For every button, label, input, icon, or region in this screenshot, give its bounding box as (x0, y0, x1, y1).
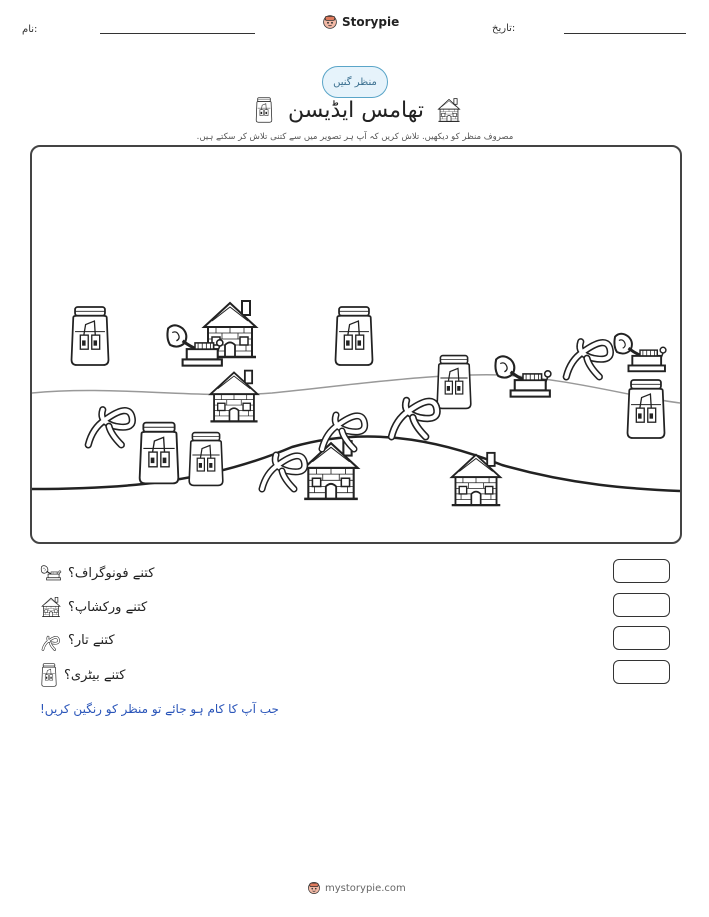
battery-5 (140, 423, 179, 484)
battery-4 (628, 380, 665, 438)
phonograph-2 (495, 356, 550, 396)
footer-url[interactable]: mystorypie.com (325, 882, 406, 894)
answer-box-phonograph[interactable] (613, 559, 670, 583)
date-label: تاریخ: (492, 23, 516, 34)
question-label: کتنے تار؟ (68, 632, 115, 648)
name-line[interactable] (100, 33, 255, 34)
workshop-icon (436, 97, 462, 123)
question-row (40, 596, 210, 618)
mascot-icon (322, 14, 338, 30)
wire-icon (40, 629, 62, 651)
phonograph-icon (40, 562, 62, 584)
workshop-2 (210, 371, 257, 422)
battery-1 (72, 307, 109, 365)
busy-scene (32, 147, 680, 542)
brand-name: Storypie (342, 15, 400, 29)
title-row (246, 94, 468, 126)
wire-4 (392, 400, 438, 436)
question-label: کتنے ورکشاپ؟ (68, 599, 148, 615)
name-label: نام: (22, 24, 38, 35)
workshop-icon (40, 596, 62, 618)
battery-6 (189, 433, 223, 486)
instructions-text: مصروف منظر کو دیکھیں. تلاش کریں کہ آپ ہر تصویر میں سے کتنی تلاش کر سکتے ہیں. (196, 132, 514, 142)
question-label: کتنے فونوگراف؟ (68, 565, 155, 581)
battery-icon (40, 663, 58, 687)
question-row (40, 629, 210, 651)
wire-5 (566, 342, 610, 377)
wire-1 (88, 410, 132, 445)
badge-label: منظر گنیں (333, 76, 377, 88)
workshop-4 (452, 453, 501, 505)
question-row (40, 663, 210, 687)
footer (307, 881, 406, 895)
battery-3 (437, 356, 471, 409)
date-line[interactable] (564, 33, 686, 34)
answer-box-workshop[interactable] (613, 593, 670, 617)
wire-2 (262, 455, 305, 489)
coloring-note: جب آپ کا کام ہو جائے تو منظر کو رنگین کریں! (40, 702, 279, 716)
brand-logo (322, 14, 399, 30)
question-label: کتنے بیٹری؟ (64, 667, 126, 683)
battery-icon (252, 97, 276, 123)
phonograph-3 (614, 334, 666, 371)
mascot-icon (307, 881, 321, 895)
scene-frame (30, 145, 682, 544)
workshop-3 (304, 441, 358, 499)
answer-box-battery[interactable] (613, 660, 670, 684)
question-row (40, 562, 210, 584)
answer-box-wire[interactable] (613, 626, 670, 650)
battery-2 (336, 307, 373, 365)
page-title: تھامس ایڈیسن (287, 97, 425, 123)
